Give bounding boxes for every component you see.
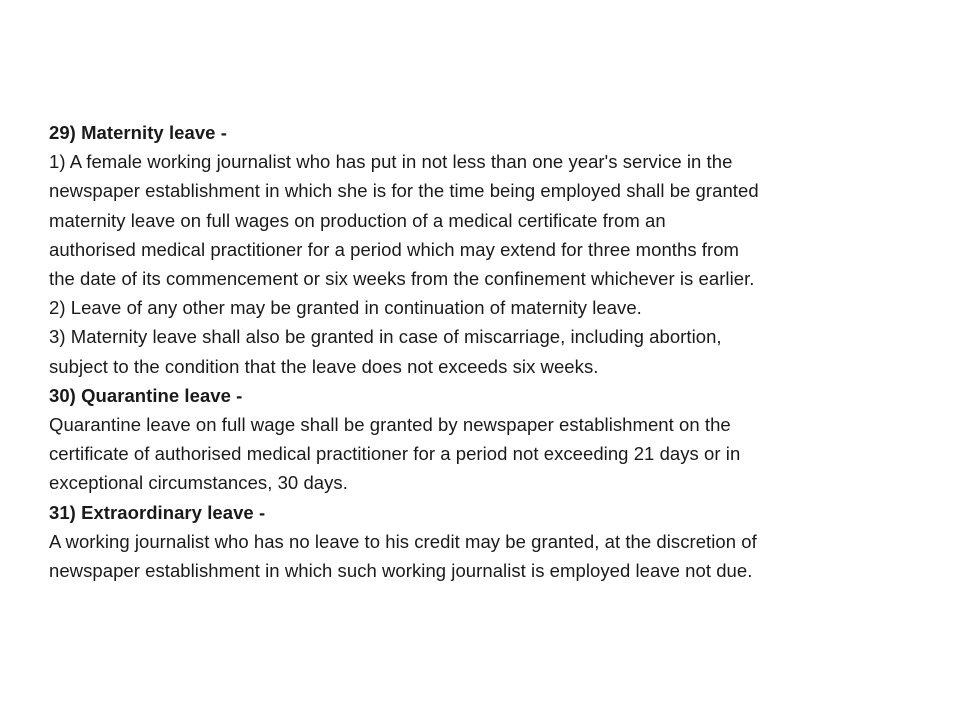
text-line: 2) Leave of any other may be granted in continuation of maternity leave. [49,297,642,319]
section-heading-quarantine-leave: 30) Quarantine leave - [49,384,243,406]
text-line: newspaper establishment in which she is for the time being employed shall be granted [49,180,759,202]
text-line: 1) A female working journalist who has put in not less than one year's service in the [49,151,733,173]
section-heading-extraordinary-leave: 31) Extraordinary leave - [49,501,266,523]
text-line: authorised medical practitioner for a period which may extend for three months from [49,238,740,260]
text-line: Quarantine leave on full wage shall be granted by newspaper establishment on the [49,414,731,436]
text-line: subject to the condition that the leave does not exceeds six weeks. [49,355,599,377]
text-line: exceptional circumstances, 30 days. [49,472,348,494]
text-line: A working journalist who has no leave to his credit may be granted, at the discretion of [49,530,757,552]
text-line: certificate of authorised medical practitioner for a period not exceeding 21 days or in [49,443,741,465]
text-line: maternity leave on full wages on production of a medical certificate from an [49,209,666,231]
text-line: newspaper establishment in which such working journalist is employed leave not due. [49,560,753,582]
section-heading-maternity-leave: 29) Maternity leave - [49,122,227,143]
document-body [49,118,929,585]
text-line: the date of its commencement or six weeks from the confinement whichever is earlier. [49,268,755,290]
text-line: 3) Maternity leave shall also be granted in case of miscarriage, including abortion, [49,326,722,348]
